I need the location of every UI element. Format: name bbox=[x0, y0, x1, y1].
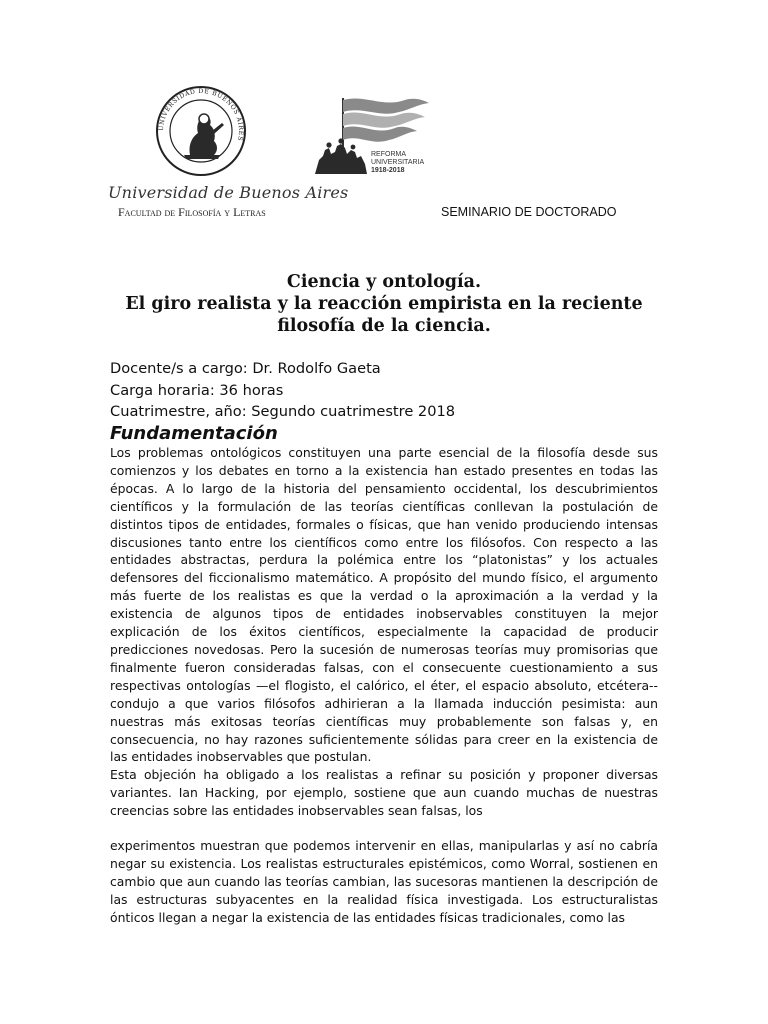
document-title-line-2: El giro realista y la reacción empirista en la reciente bbox=[125, 294, 643, 314]
docente-line: Docente/s a cargo: Dr. Rodolfo Gaeta bbox=[110, 360, 381, 377]
svg-text:1918-2018: 1918-2018 bbox=[371, 167, 405, 174]
paragraph: Los problemas ontológicos constituyen una parte esencial de la filosofía desde sus comienzos y los debates en torno a la existencia han estado presentes en todas las épocas. A lo largo de la historia del pensamiento occidental, los descubrimientos científicos y la formulación de las teorías científicas conllevan la postulación de distintos tipos de entidades, formales o físicas, que han venido produciendo intensas discusiones tanto entre los científicos como entre los filósofos. Con respecto a las entidades abstractas, perdura la polémica entre los “platonistas” y los actuales defensores del ficcionalismo matemático. A propósito del mundo físico, el argumento más fuerte de los realistas es que la verdad o la aproximación a la verdad y la existencia de algunos tipos de entidades inobservables constituyen la mejor explicación de los éxitos científicos, especialmente la capacidad de producir predicciones novedosas. Pero la sucesión de numerosas teorías muy promisorias que finalmente fueron consideradas falsas, con el consecuente cuestionamiento a sus respectivas ontologías —el flogisto, el calórico, el éter, el espacio absoluto, etcétera-- condujo a que varios filósofos adhirieran a la llamada inducción pesimista: aun nuestras más exitosas teorías científicas muy probablemente son falsas y, en consecuencia, no hay razones suficientemente sólidas para creer en la existencia de las entidades inobservables que postulan. bbox=[110, 445, 658, 765]
document-title-line-1: Ciencia y ontología. bbox=[286, 272, 482, 292]
paragraph: experimentos muestran que podemos intervenir en ellas, manipularlas y así no cabría negar su existencia. Los realistas estructurales epistémicos, como Worral, sostienen en cambio que aun cuando las teorías cambian, las sucesoras mantienen la descripción de las estructuras subyacentes en la realidad física investigada. Los estructuralistas ónticos llegan a negar la existencia de las entidades físicas tradicionales, como las bbox=[110, 838, 658, 925]
document-title-line-3: filosofía de la ciencia. bbox=[277, 316, 491, 336]
cuatrimestre-line: Cuatrimestre, año: Segundo cuatrimestre 2018 bbox=[110, 403, 456, 420]
section-heading: Fundamentación bbox=[110, 423, 278, 444]
paragraph: Esta objeción ha obligado a los realistas a refinar su posición y proponer diversas variantes. Ian Hacking, por ejemplo, sostiene que aun cuando muchas de nuestras creencias sobre las entidades inobservables sean falsas, los bbox=[110, 767, 658, 818]
svg-text:UNIVERSIDAD DE BUENOS AIRES: UNIVERSIDAD DE BUENOS AIRES bbox=[157, 87, 245, 142]
uba-seal-icon bbox=[154, 85, 248, 177]
reforma-universitaria-logo bbox=[313, 94, 441, 176]
faculty-name: Facultad de Filosofía y Letras bbox=[118, 205, 266, 219]
seminar-label: SEMINARIO DE DOCTORADO bbox=[441, 205, 617, 219]
svg-text:REFORMA: REFORMA bbox=[371, 151, 406, 158]
carga-horaria-line: Carga horaria: 36 horas bbox=[110, 382, 284, 399]
university-name: Universidad de Buenos Aires bbox=[108, 183, 349, 202]
svg-text:UNIVERSITARIA: UNIVERSITARIA bbox=[371, 159, 425, 166]
